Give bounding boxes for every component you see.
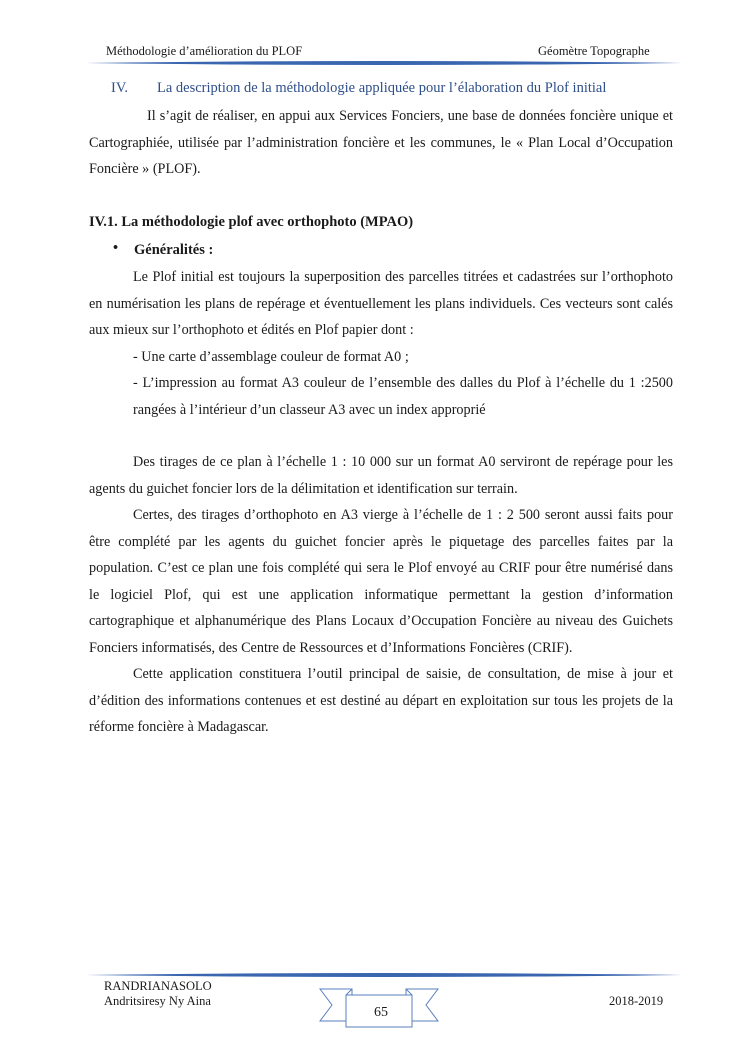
header-rule xyxy=(84,58,684,68)
header-profession: Géomètre Topographe xyxy=(538,44,650,58)
paragraph-tirages: Des tirages de ce plan à l’échelle 1 : 10 000 sur un format A0 serviront de repérage pour les agents du guichet foncier lors de la délimitation et identification sur terrain. xyxy=(89,454,673,497)
bullet-label: Généralités : xyxy=(134,242,214,258)
paragraph-application: Cette application constituera l’outil principal de saisie, de consultation, de mise à jour et d’édition des informations contenues et est destiné au départ en exploitation sur tous les projets de la réforme foncière à Madagascar. xyxy=(89,666,673,735)
intro-paragraph: Il s’agit de réaliser, en appui aux Services Fonciers, une base de données foncière unique et Cartographiée, utilisée par l’administration foncière et les communes, le « Plan Local d’Occupation Foncière » (PLOF). xyxy=(89,108,673,177)
footer-year: 2018-2019 xyxy=(609,994,664,1008)
footer-author-line2: Andritsiresy Ny Aina xyxy=(104,994,211,1008)
section-number: IV. xyxy=(111,80,129,96)
footer-author-line1: RANDRIANASOLO xyxy=(104,979,212,993)
paragraph-orthophoto: Certes, des tirages d’orthophoto en A3 vierge à l’échelle de 1 : 2 500 seront aussi faits pour être complété par les agents du guichet foncier après le piquetage des parcelles faites par la population. C’est ce plan une fois complété qui sera le Plof envoyé au CRIF pour être numérisé dans le logiciel Plof, qui est une application informatique permettant la gestion d’information cartographique et alphanumérique des Plans Locaux d’Occupation Foncière au niveau des Guichets Fonciers informatisés, des Centre de Ressources et d’Informations Foncières (CRIF). xyxy=(89,507,673,656)
section-title: La description de la méthodologie appliquée pour l’élaboration du Plof initial xyxy=(157,80,607,96)
paragraph-plof-initial: Le Plof initial est toujours la superposition des parcelles titrées et cadastrées sur l’orthophoto en numérisation les plans de repérage et éventuellement les plans individuels. Ces vecteurs sont calés aux mieux sur l’orthophoto et édités en Plof papier dont : xyxy=(89,269,673,338)
dash-item-1: - Une carte d’assemblage couleur de format A0 ; xyxy=(133,349,409,365)
subsection-title: IV.1. La méthodologie plof avec orthophoto (MPAO) xyxy=(89,214,414,230)
dash-item-2: - L’impression au format A3 couleur de l’ensemble des dalles du Plof à l’échelle du 1 :2500 rangées à l’intérieur d’un classeur A3 avec un index approprié xyxy=(133,375,673,418)
header-document-title: Méthodologie d’amélioration du PLOF xyxy=(106,44,303,58)
bullet-icon: • xyxy=(113,240,119,256)
page-number: 65 xyxy=(374,1005,388,1020)
